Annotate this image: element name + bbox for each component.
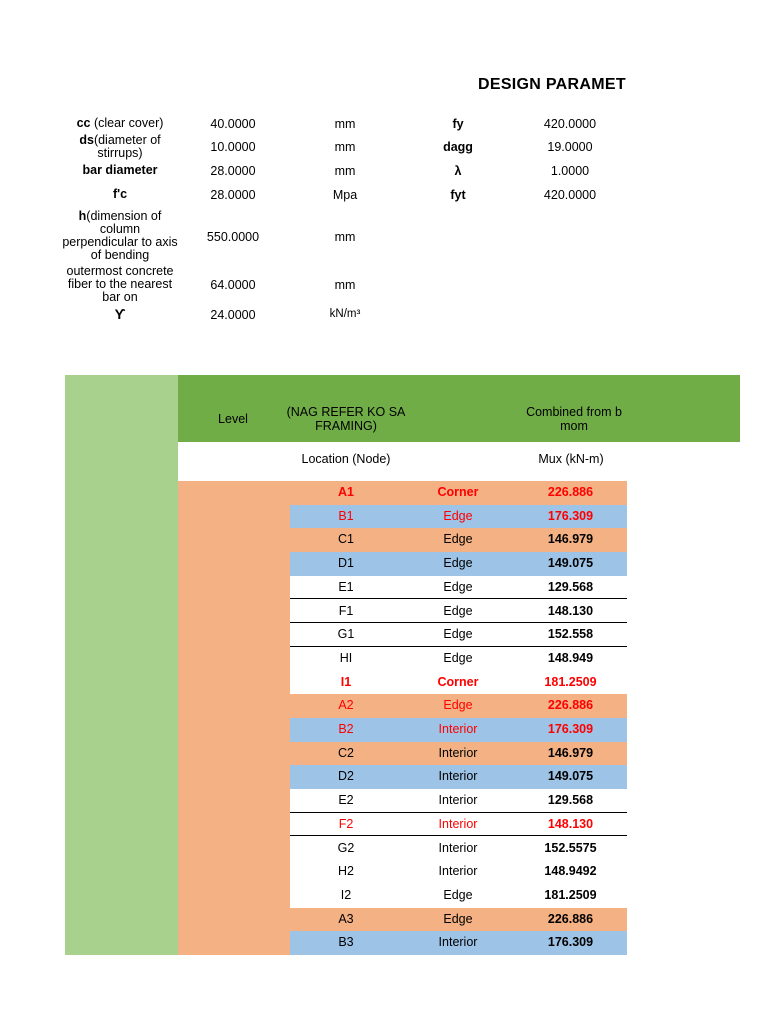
cell-node: A3 xyxy=(338,911,354,926)
cell-mux: 152.5575 xyxy=(544,840,597,855)
cell-node: I1 xyxy=(340,674,352,689)
cell-mux: 181.2509 xyxy=(544,674,597,689)
param-value-fyt: 420.0000 xyxy=(543,188,597,202)
cell-type: Edge xyxy=(443,650,473,665)
param-value-cover-to-bar: 64.0000 xyxy=(210,278,256,292)
param-value-fy: 420.0000 xyxy=(543,117,597,131)
cell-type: Edge xyxy=(443,627,473,642)
param-unit-h: mm xyxy=(334,230,356,244)
param-value-dagg: 19.0000 xyxy=(547,140,593,154)
param-value-ds: 10.0000 xyxy=(210,140,256,154)
param-unit-gamma: kN/m³ xyxy=(329,308,361,320)
table-row xyxy=(290,505,627,529)
header-level: Level xyxy=(218,412,248,426)
cell-node: G2 xyxy=(337,840,355,855)
cell-node: D1 xyxy=(338,556,354,571)
cell-type: Interior xyxy=(438,745,478,760)
cell-type: Edge xyxy=(443,887,473,902)
cell-type: Edge xyxy=(443,556,473,571)
table-row xyxy=(290,576,627,600)
header-combined: Combined from b mom xyxy=(526,405,622,433)
cell-mux: 152.558 xyxy=(547,627,594,642)
cell-mux: 181.2509 xyxy=(544,887,597,902)
cell-mux: 148.949 xyxy=(547,650,594,665)
table-row xyxy=(290,552,627,576)
param-label-cover-to-bar: outermost concrete fiber to the nearest bar on xyxy=(66,264,174,304)
table-level-column xyxy=(178,481,290,955)
cell-node: E2 xyxy=(338,793,354,808)
cell-node: B3 xyxy=(338,935,354,950)
cell-type: Edge xyxy=(443,532,473,547)
table-row xyxy=(290,671,627,695)
param-unit-cc: mm xyxy=(334,117,356,131)
table-row xyxy=(290,694,627,718)
cell-mux: 148.130 xyxy=(547,603,594,618)
param-label-cc: cc (clear cover) xyxy=(76,116,164,130)
cell-node: H2 xyxy=(338,864,354,879)
table-row xyxy=(290,813,627,837)
table-row xyxy=(290,623,627,647)
param-value-gamma: 24.0000 xyxy=(210,308,256,322)
param-value-fc: 28.0000 xyxy=(210,188,256,202)
param-label-fc: f'c xyxy=(112,187,128,201)
cell-type: Interior xyxy=(438,816,478,831)
cell-node: I2 xyxy=(340,887,352,902)
cell-mux: 226.886 xyxy=(547,911,594,926)
table-row xyxy=(290,860,627,884)
table-row xyxy=(290,837,627,861)
page-title: DESIGN PARAMET xyxy=(478,76,626,93)
table-row xyxy=(290,931,627,955)
cell-node: C2 xyxy=(338,745,354,760)
cell-mux: 149.075 xyxy=(547,556,594,571)
cell-mux: 149.075 xyxy=(547,769,594,784)
cell-node: B1 xyxy=(338,508,354,523)
table-row xyxy=(290,884,627,908)
cell-type: Edge xyxy=(443,698,473,713)
column-header-location: Location (Node) xyxy=(301,452,391,466)
param-unit-cover-to-bar: mm xyxy=(334,278,356,292)
table-row xyxy=(290,481,627,505)
param-value-h: 550.0000 xyxy=(206,230,260,244)
param-unit-fc: Mpa xyxy=(332,188,358,202)
cell-mux: 146.979 xyxy=(547,745,594,760)
cell-node: G1 xyxy=(337,627,355,642)
param-label-bar-diameter: bar diameter xyxy=(82,163,158,177)
cell-mux: 176.309 xyxy=(547,935,594,950)
param-label-h: h(dimension of column perpendicular to axis of bending xyxy=(62,209,178,262)
cell-type: Interior xyxy=(438,769,478,784)
cell-type: Edge xyxy=(443,508,473,523)
cell-mux: 176.309 xyxy=(547,722,594,736)
table-row xyxy=(290,718,627,742)
column-header-mux: Mux (kN-m) xyxy=(538,452,604,466)
table-header-band xyxy=(178,375,740,442)
param-symbol-fy: fy xyxy=(452,117,464,131)
header-framing-ref: (NAG REFER KO SA FRAMING) xyxy=(286,405,406,433)
cell-mux: 148.130 xyxy=(547,816,594,831)
cell-node: F2 xyxy=(338,816,354,831)
table-row xyxy=(290,600,627,624)
table-left-band xyxy=(65,375,178,955)
cell-node: E1 xyxy=(338,579,354,594)
param-label-gamma: ϒ xyxy=(114,306,126,322)
table-row xyxy=(290,789,627,813)
cell-type: Interior xyxy=(438,840,478,855)
param-symbol-fyt: fyt xyxy=(450,188,466,202)
cell-node: A2 xyxy=(338,698,354,713)
table-row xyxy=(290,647,627,671)
cell-node: A1 xyxy=(338,485,354,499)
cell-type: Edge xyxy=(443,911,473,926)
cell-type: Interior xyxy=(438,722,478,736)
param-value-bar-diameter: 28.0000 xyxy=(210,164,256,178)
cell-node: F1 xyxy=(338,603,354,618)
cell-type: Corner xyxy=(437,674,479,689)
param-unit-bar-diameter: mm xyxy=(334,164,356,178)
table-row xyxy=(290,528,627,552)
cell-node: C1 xyxy=(338,532,354,547)
cell-node: D2 xyxy=(338,769,354,784)
cell-type: Interior xyxy=(438,793,478,808)
table-row xyxy=(290,742,627,766)
param-label-ds: ds(diameter of stirrups) xyxy=(79,133,161,160)
cell-mux: 148.9492 xyxy=(544,864,597,879)
param-unit-ds: mm xyxy=(334,140,356,154)
param-symbol-dagg: dagg xyxy=(443,140,473,154)
cell-type: Edge xyxy=(443,603,473,618)
cell-type: Interior xyxy=(438,864,478,879)
cell-mux: 129.568 xyxy=(547,793,594,808)
param-value-cc: 40.0000 xyxy=(210,117,256,131)
cell-mux: 129.568 xyxy=(547,579,594,594)
cell-mux: 226.886 xyxy=(547,485,594,499)
table-row xyxy=(290,908,627,932)
cell-type: Edge xyxy=(443,579,473,594)
cell-type: Corner xyxy=(437,485,479,499)
cell-node: HI xyxy=(339,650,353,665)
cell-type: Interior xyxy=(438,935,478,950)
cell-mux: 226.886 xyxy=(547,698,594,713)
table-row xyxy=(290,765,627,789)
param-symbol-lambda: λ xyxy=(454,164,462,178)
cell-node: B2 xyxy=(338,722,354,736)
cell-mux: 176.309 xyxy=(547,508,594,523)
param-value-lambda: 1.0000 xyxy=(550,164,590,178)
cell-mux: 146.979 xyxy=(547,532,594,547)
